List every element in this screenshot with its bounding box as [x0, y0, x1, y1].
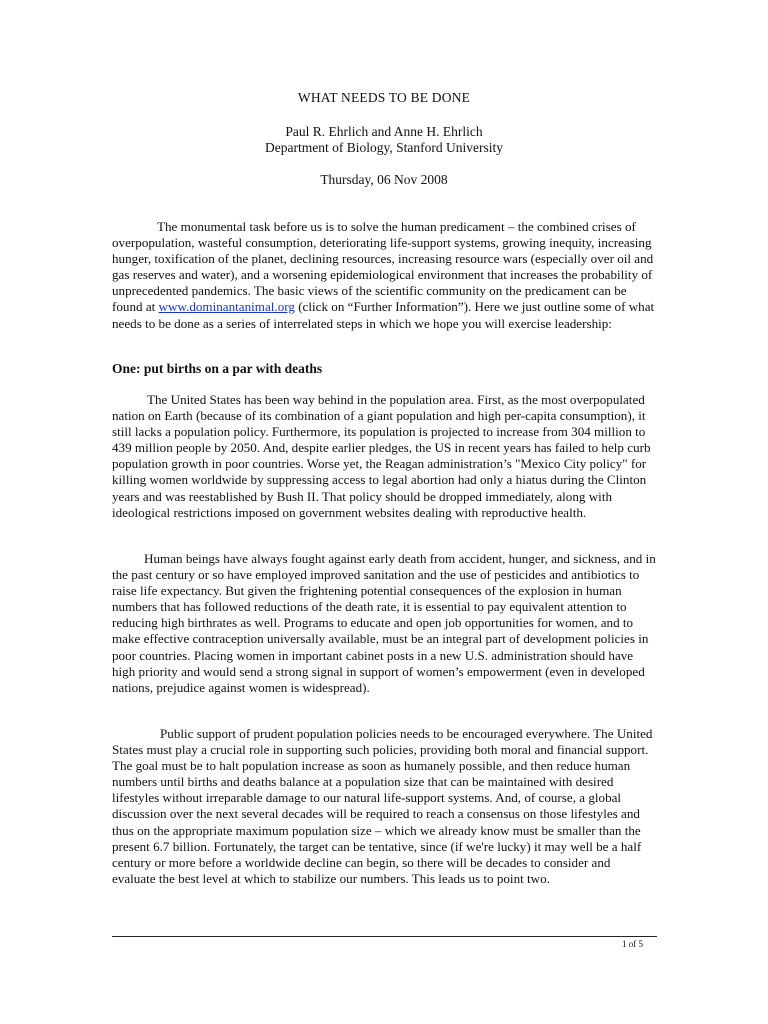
section-one-paragraph-3: Public support of prudent population policies needs to be encouraged everywhere. The United States must play a crucial role in supporting such policies, providing both moral and financial support. The goal must be to halt population increase as soon as humanely possible, and then reduce human numbers until births and deaths balance at a population size that can be maintained with desired lifestyles without irreparable damage to our natural life-support systems. And, of course, a global discussion over the next several decades will be required to reach a consensus on those lifestyles and thus on the appropriate maximum population size – which we already know must be smaller than the present 6.7 billion. Fortunately, the target can be tentative, since (if we're lucky) it may well be a half century or more before a worldwide decline can begin, so there will be decades to consider and evaluate the best level at which to stabilize our numbers. This leads us to point two.	[112, 726, 653, 886]
section-one-paragraph-2: Human beings have always fought against early death from accident, hunger, and sickness, and in the past century or so have employed improved sanitation and the use of pesticides and antibiotics to raise life expectancy. But given the frightening potential consequences of the explosion in human numbers that has followed reductions of the death rate, it is essential to pay equivalent attention to reducing high birthrates as well. Programs to educate and open job opportunities for women, and to make effective contraception universally available, must be an integral part of development policies in poor countries. Placing women in important cabinet posts in a new U.S. administration should have high priority and would send a strong signal in support of women’s empowerment (even in developed nations, prejudice against women is widespread).	[112, 551, 656, 695]
section-one-heading: One: put births on a par with deaths	[112, 361, 323, 376]
document-title: WHAT NEEDS TO BE DONE	[297, 90, 471, 105]
dominantanimal-link[interactable]: www.dominantanimal.org	[158, 299, 295, 315]
authors-line: Paul R. Ehrlich and Anne H. Ehrlich	[285, 124, 483, 139]
footer-divider	[112, 936, 657, 937]
page-number: 1 of 5	[622, 939, 643, 949]
affiliation-line: Department of Biology, Stanford University	[265, 140, 503, 155]
author-block	[0, 124, 768, 156]
document-date: Thursday, 06 Nov 2008	[320, 172, 448, 187]
section-one-paragraph-1: The United States has been way behind in the population area. First, as the most overpopulated nation on Earth (because of its combination of a giant population and high per-capita consumption), it still lacks a population policy. Furthermore, its population is projected to increase from 304 million to 439 million people by 2050. And, despite earlier pledges, the US in recent years has failed to help curb population growth in poor countries. Worse yet, the Reagan administration’s "Mexico City policy" for killing women worldwide by suppressing access to legal abortion had only a hiatus during the Clinton years and was reestablished by Bush II. That policy should be dropped immediately, along with ideological restrictions imposed on government websites dealing with reproductive health.	[112, 392, 651, 520]
intro-paragraph	[112, 219, 657, 332]
intro-text-after-link: (click on “Further Information”). Here we just outline some of what needs to be done as a series of interrelated steps in which we hope you will exercise leadership:	[112, 299, 655, 331]
intro-text-before-link: The monumental task before us is to solve the human predicament – the combined crises of overpopulation, wasteful consumption, deteriorating life-support systems, growing inequity, increasing hunger, toxification of the planet, declining resources, increasing resource wars (especially over oil and gas reserves and water), and a worsening epidemiological environment that increases the probability of unprecedented pandemics. The basic views of the scientific community on the predicament can be found at	[112, 219, 654, 315]
